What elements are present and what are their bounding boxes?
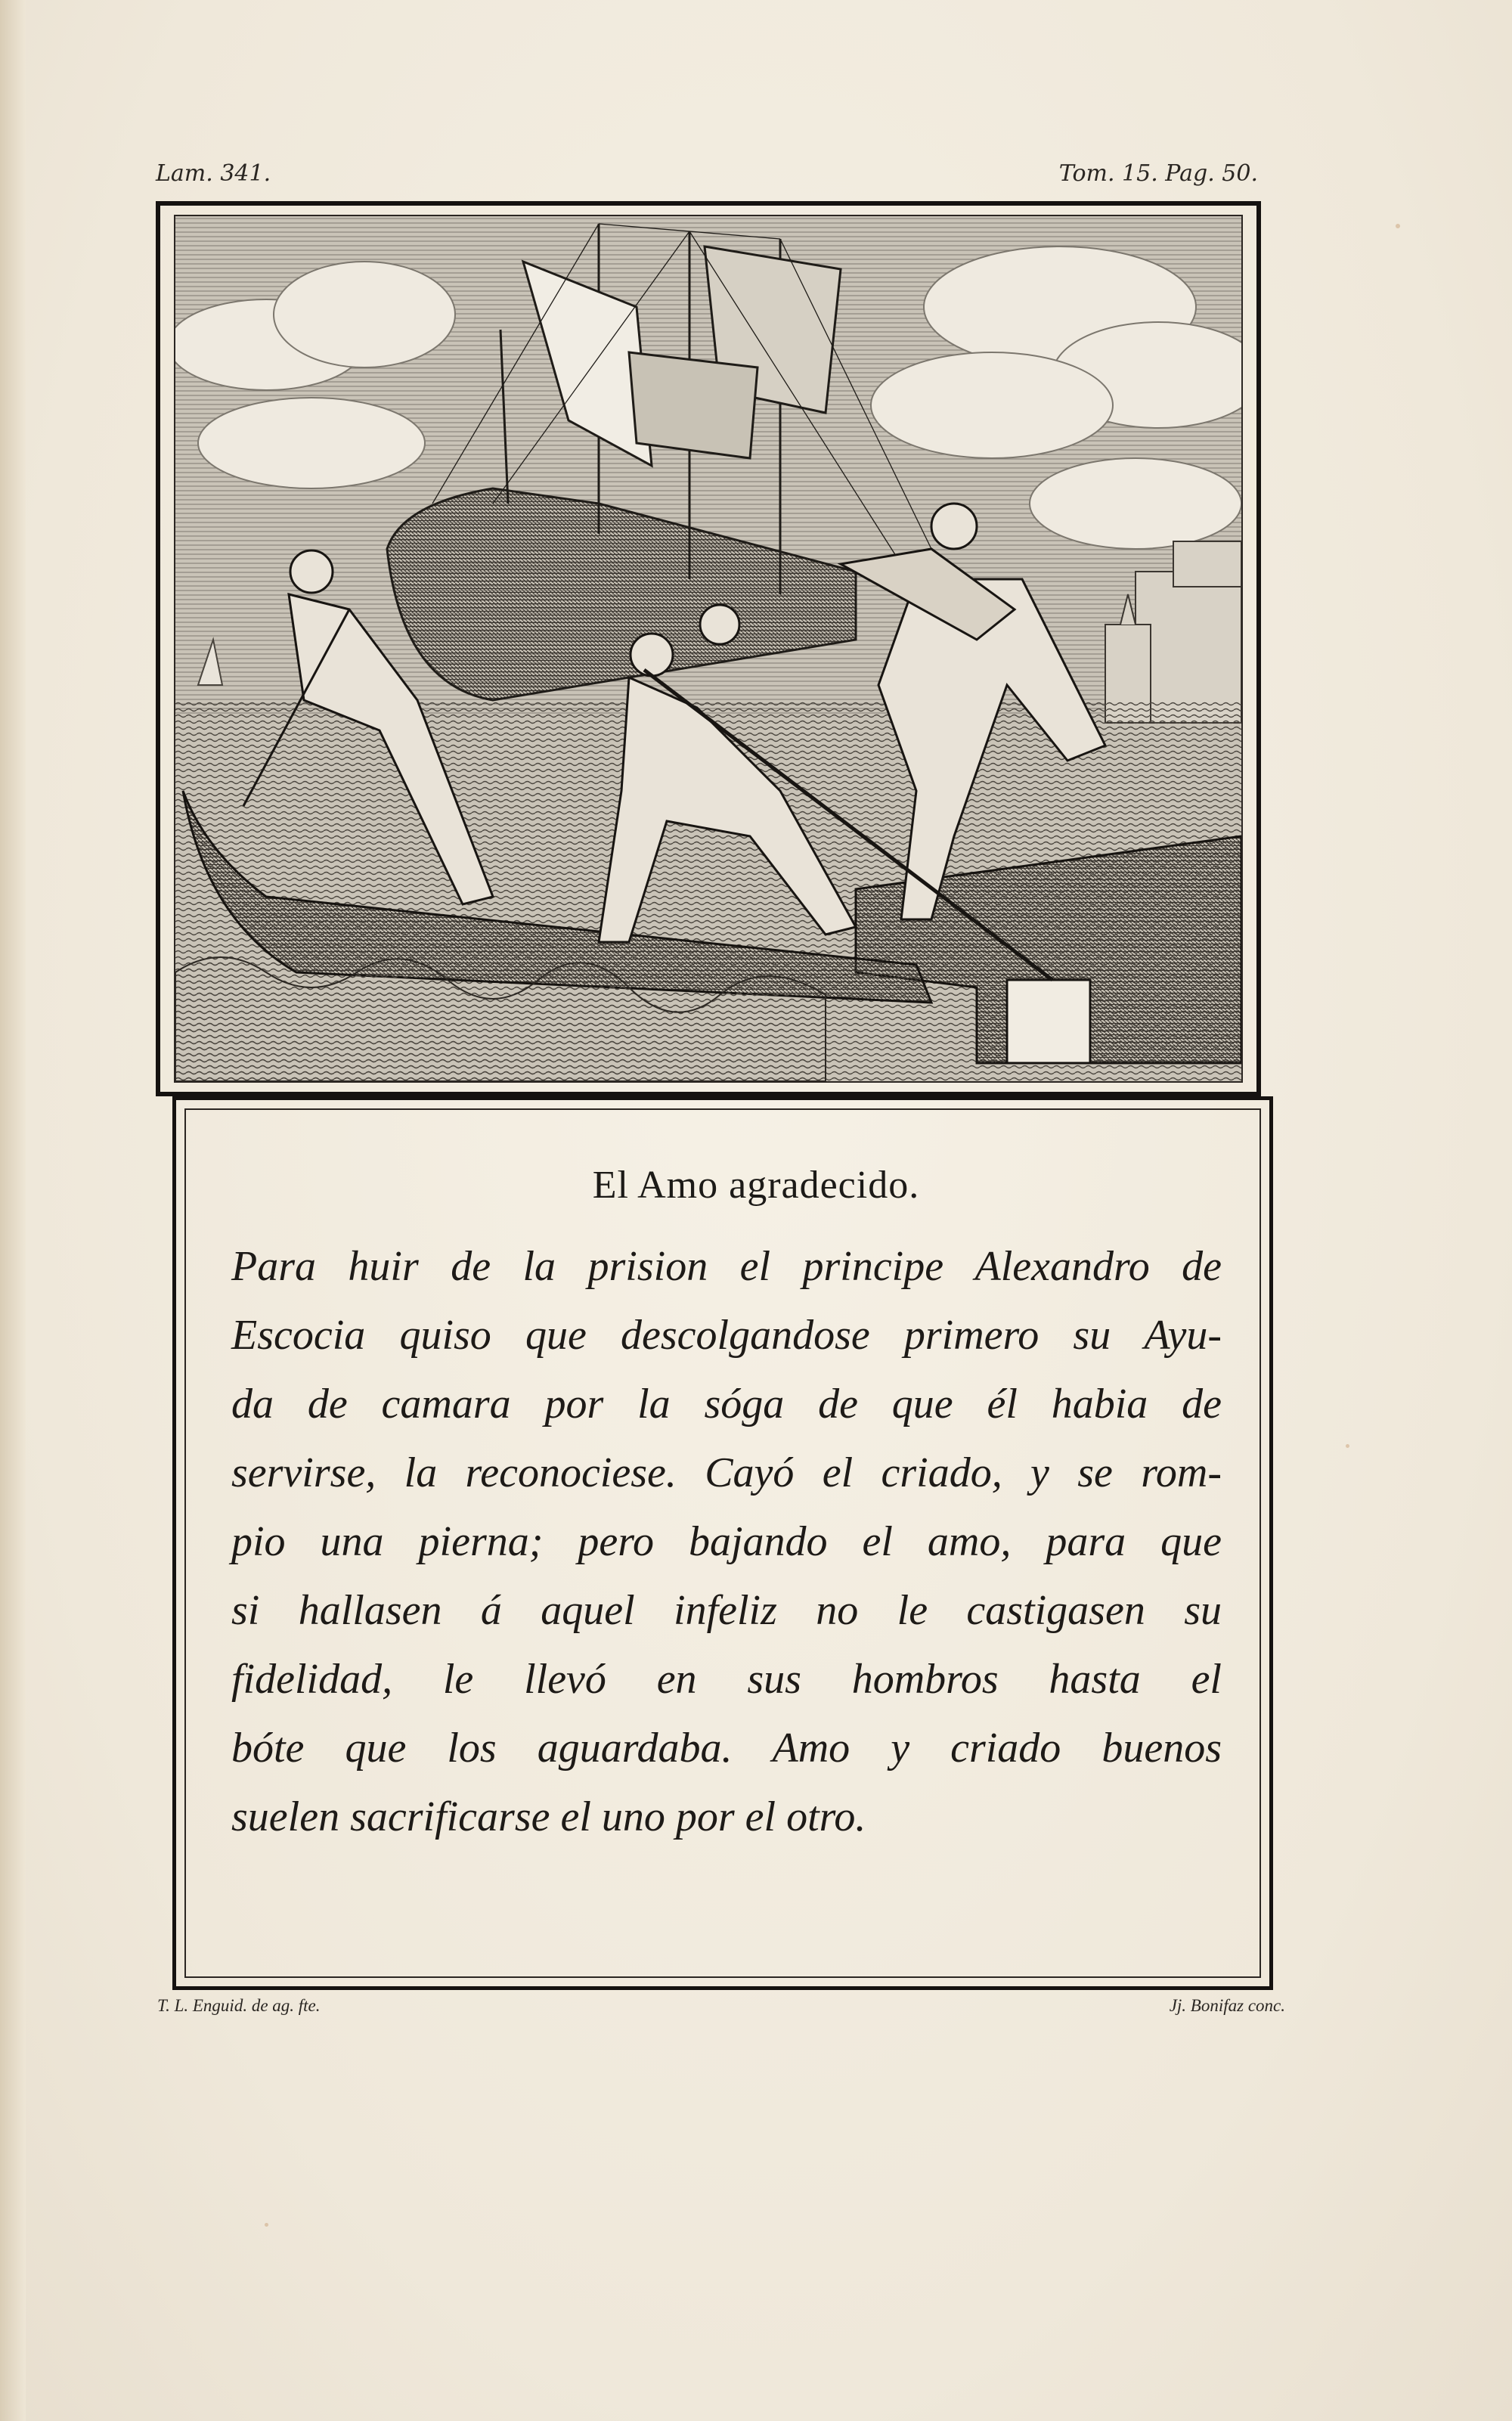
caption-line: Para huir de la prision el principe Alexandro de [231,1243,1222,1290]
caption-line: da de camara por la sóga de que él habia de [231,1381,1222,1427]
caption-line: bóte que los aguardaba. Amo y criado buenos [231,1725,1222,1772]
volume-page-reference: Tom. 15. Pag. 50. [1058,160,1258,187]
caption-line: suelen sacrificarse el uno por el otro. [231,1793,866,1840]
caption-line: Escocia quiso que descolgandose primero su Ayu- [231,1312,1222,1359]
caption-line: fidelidad, le llevó en sus hombros hasta el [231,1656,1222,1703]
engraver-credit: T. L. Enguid. de ag. fte. [157,1996,321,2015]
paper-stain [1346,1444,1349,1448]
caption-line: si hallasen á aquel infeliz no le castigasen su [231,1587,1222,1634]
paper-left-edge [0,0,26,2421]
artist-credit: Jj. Bonifaz conc. [1169,1996,1285,2015]
caption-line: servirse, la reconociese. Cayó el criado, y se rom- [231,1449,1222,1496]
caption-title: El Amo agradecido. [592,1164,920,1207]
plate-number: Lam. 341. [156,160,271,187]
caption-body [231,1232,1222,1852]
caption-line: pio una pierna; pero bajando el amo, para que [231,1518,1222,1565]
harbor-engraving [174,215,1243,1083]
paper-stain [265,2223,268,2227]
paper-stain [1396,224,1400,228]
